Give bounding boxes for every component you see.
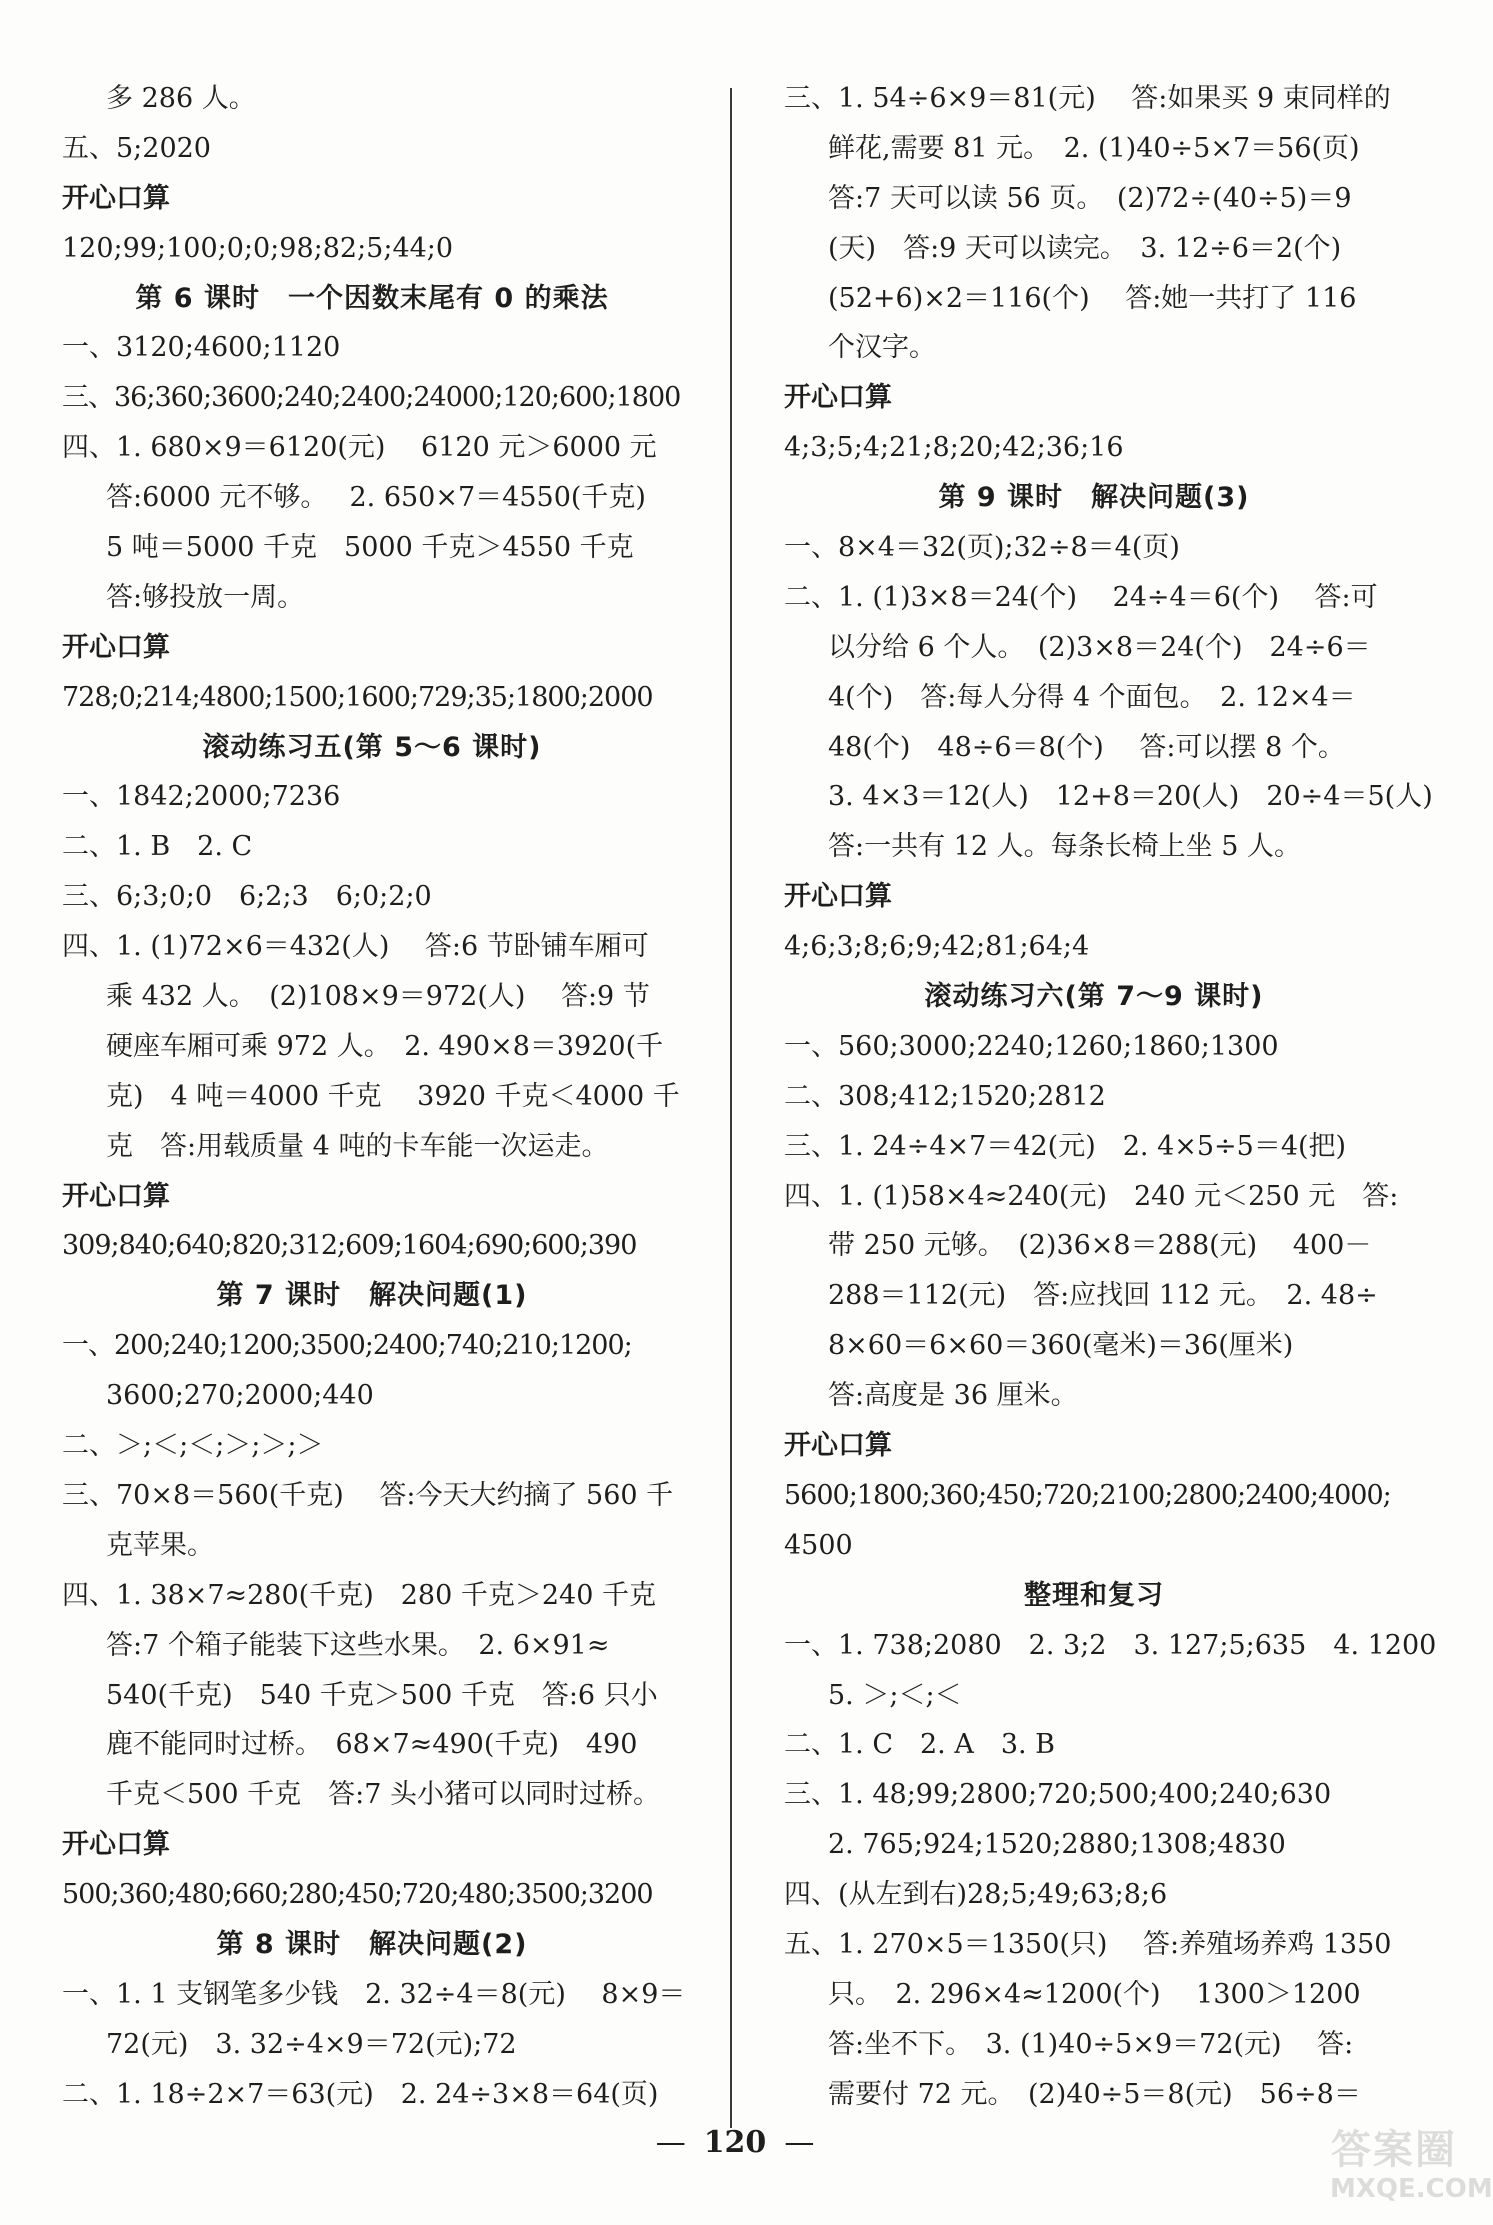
answer-line: 千克＜500 千克 答:7 头小猪可以同时过桥。 <box>106 1779 660 1811</box>
right-column <box>784 74 1437 2120</box>
answer-line: 答:6000 元不够。 2. 650×7＝4550(千克) <box>106 482 646 514</box>
column-divider <box>730 88 732 2128</box>
answer-line: 乘 432 人。 (2)108×9＝972(人) 答:9 节 <box>106 981 650 1013</box>
answer-line: 二、1. (1)3×8＝24(个) 24÷4＝6(个) 答:可 <box>784 581 1378 613</box>
answer-line: 4;3;5;4;21;8;20;42;36;16 <box>784 432 1124 464</box>
answer-line: 2. 765;924;1520;2880;1308;4830 <box>828 1829 1286 1861</box>
answer-line: 一、8×4＝32(页);32÷8＝4(页) <box>784 532 1180 564</box>
answer-line: 一、1842;2000;7236 <box>62 781 341 813</box>
answer-line: 五、1. 270×5＝1350(只) 答:养殖场养鸡 1350 <box>784 1928 1392 1960</box>
answer-line: 二、1. C 2. A 3. B <box>784 1729 1056 1761</box>
footer-dash-right: — <box>784 2125 815 2160</box>
answer-line: 一、560;3000;2240;1260;1860;1300 <box>784 1030 1279 1062</box>
answer-line: 4(个) 答:每人分得 4 个面包。 2. 12×4＝ <box>828 681 1356 713</box>
watermark-top-text: 答案圈 <box>1331 2127 1457 2173</box>
answer-line: 答:一共有 12 人。每条长椅上坐 5 人。 <box>828 831 1301 863</box>
lesson-heading: 整理和复习 <box>1024 1579 1164 1611</box>
answer-line: 500;360;480;660;280;450;720;480;3500;3200 <box>62 1879 653 1911</box>
page-number: 120 <box>703 2125 767 2160</box>
answer-line: 个汉字。 <box>828 332 936 364</box>
answer-line: 四、1. 680×9＝6120(元) 6120 元＞6000 元 <box>62 432 657 464</box>
answer-line: 只。 2. 296×4≈1200(个) 1300＞1200 <box>828 1978 1361 2010</box>
section-label: 开心口算 <box>784 1430 892 1462</box>
answer-line: 5600;1800;360;450;720;2100;2800;2400;4000; <box>784 1479 1391 1511</box>
answer-line: 一、1. 738;2080 2. 3;2 3. 127;5;635 4. 1200 <box>784 1629 1437 1661</box>
answer-line: 带 250 元够。 (2)36×8＝288(元) 400－ <box>828 1230 1372 1262</box>
answer-line: 120;99;100;0;0;98;82;5;44;0 <box>62 232 454 264</box>
answer-line: 540(千克) 540 千克＞500 千克 答:6 只小 <box>106 1679 658 1711</box>
lesson-heading: 第 8 课时 解决问题(2) <box>216 1928 528 1960</box>
answer-line: 三、1. 54÷6×9＝81(元) 答:如果买 9 束同样的 <box>784 83 1391 114</box>
section-label: 开心口算 <box>62 1180 170 1212</box>
answer-line: 5. ＞;＜;＜ <box>828 1679 962 1711</box>
section-label: 开心口算 <box>62 1829 170 1861</box>
lesson-heading: 第 9 课时 解决问题(3) <box>938 482 1250 514</box>
answer-line: 8×60＝6×60＝360(毫米)＝36(厘米) <box>828 1330 1294 1362</box>
lesson-heading: 滚动练习六(第 7～9 课时) <box>924 981 1264 1013</box>
answer-line: 答:7 天可以读 56 页。 (2)72÷(40÷5)＝9 <box>828 182 1352 214</box>
answer-line: 四、1. (1)58×4≈240(元) 240 元＜250 元 答: <box>784 1180 1399 1212</box>
answer-line: (52+6)×2＝116(个) 答:她一共打了 116 <box>828 282 1357 314</box>
watermark-bottom-text: MXQE.COM <box>1330 2174 1493 2204</box>
answer-line: 5 吨＝5000 千克 5000 千克＞4550 千克 <box>106 532 634 564</box>
answer-line: 二、＞;＜;＜;＞;＞;＞ <box>62 1430 324 1462</box>
answer-line: 答:7 个箱子能装下这些水果。 2. 6×91≈ <box>106 1629 610 1661</box>
answer-line: 四、1. 38×7≈280(千克) 280 千克＞240 千克 <box>62 1579 656 1611</box>
answer-line: 三、1. 48;99;2800;720;500;400;240;630 <box>784 1779 1332 1811</box>
answer-line: 4500 <box>784 1529 853 1561</box>
answer-line: 鹿不能同时过桥。 68×7≈490(千克) 490 <box>106 1729 638 1761</box>
answer-line: (天) 答:9 天可以读完。 3. 12÷6＝2(个) <box>828 232 1342 264</box>
answer-line: 鲜花,需要 81 元。 2. (1)40÷5×7＝56(页) <box>828 132 1360 164</box>
left-column <box>62 74 686 2120</box>
answer-line: 四、1. (1)72×6＝432(人) 答:6 节卧铺车厢可 <box>62 931 649 963</box>
answer-line: 一、200;240;1200;3500;2400;740;210;1200; <box>62 1330 632 1362</box>
lesson-heading: 滚动练习五(第 5～6 课时) <box>202 731 542 763</box>
answer-line: 四、(从左到右)28;5;49;63;8;6 <box>784 1879 1168 1911</box>
answer-line: 309;840;640;820;312;609;1604;690;600;390 <box>62 1230 637 1262</box>
answer-line: 一、3120;4600;1120 <box>62 332 341 364</box>
answer-line: 二、1. 18÷2×7＝63(元) 2. 24÷3×8＝64(页) <box>62 2078 659 2110</box>
answer-line: 克 答:用载质量 4 吨的卡车能一次运走。 <box>106 1130 609 1162</box>
answer-line: 硬座车厢可乘 972 人。 2. 490×8＝3920(千 <box>106 1030 664 1062</box>
answer-line: 二、308;412;1520;2812 <box>784 1080 1106 1112</box>
section-label: 开心口算 <box>784 382 892 414</box>
answer-line: 克) 4 吨＝4000 千克 3920 千克＜4000 千 <box>106 1080 680 1112</box>
answer-line: 五、5;2020 <box>62 132 211 164</box>
answer-line: 三、36;360;3600;240;2400;24000;120;600;1800 <box>62 382 681 414</box>
section-label: 开心口算 <box>62 631 170 663</box>
answer-line: 二、1. B 2. C <box>62 831 253 863</box>
answer-line: 一、1. 1 支钢笔多少钱 2. 32÷4＝8(元) 8×9＝ <box>62 1978 686 2010</box>
page-footer <box>0 2125 1470 2160</box>
answer-line: 多 286 人。 <box>106 83 256 114</box>
answer-line: 4;6;3;8;6;9;42;81;64;4 <box>784 931 1090 963</box>
answer-line: 288＝112(元) 答:应找回 112 元。 2. 48÷ <box>828 1280 1378 1312</box>
lesson-heading: 第 6 课时 一个因数末尾有 0 的乘法 <box>135 282 609 314</box>
section-label: 开心口算 <box>62 182 170 214</box>
answer-line: 728;0;214;4800;1500;1600;729;35;1800;2000 <box>62 681 653 713</box>
answer-line: 48(个) 48÷6＝8(个) 答:可以摆 8 个。 <box>828 731 1345 763</box>
answer-line: 答:高度是 36 厘米。 <box>828 1380 1078 1412</box>
answer-line: 克苹果。 <box>106 1529 214 1561</box>
answer-line: 三、6;3;0;0 6;2;3 6;0;2;0 <box>62 881 432 913</box>
answer-line: 以分给 6 个人。 (2)3×8＝24(个) 24÷6＝ <box>828 631 1371 663</box>
footer-dash-left: — <box>655 2125 686 2160</box>
answer-line: 3. 4×3＝12(人) 12+8＝20(人) 20÷4＝5(人) <box>828 781 1433 813</box>
watermark-logo <box>1330 2127 1493 2213</box>
answer-line: 72(元) 3. 32÷4×9＝72(元);72 <box>106 2028 517 2060</box>
answer-line: 三、1. 24÷4×7＝42(元) 2. 4×5÷5＝4(把) <box>784 1130 1347 1162</box>
answer-line: 答:坐不下。 3. (1)40÷5×9＝72(元) 答: <box>828 2028 1354 2060</box>
section-label: 开心口算 <box>784 881 892 913</box>
answer-line: 3600;270;2000;440 <box>106 1380 374 1412</box>
lesson-heading: 第 7 课时 解决问题(1) <box>216 1280 528 1312</box>
answer-line: 答:够投放一周。 <box>106 581 305 613</box>
answer-line: 需要付 72 元。 (2)40÷5＝8(元) 56÷8＝ <box>828 2078 1361 2110</box>
answer-line: 三、70×8＝560(千克) 答:今天大约摘了 560 千 <box>62 1479 674 1511</box>
